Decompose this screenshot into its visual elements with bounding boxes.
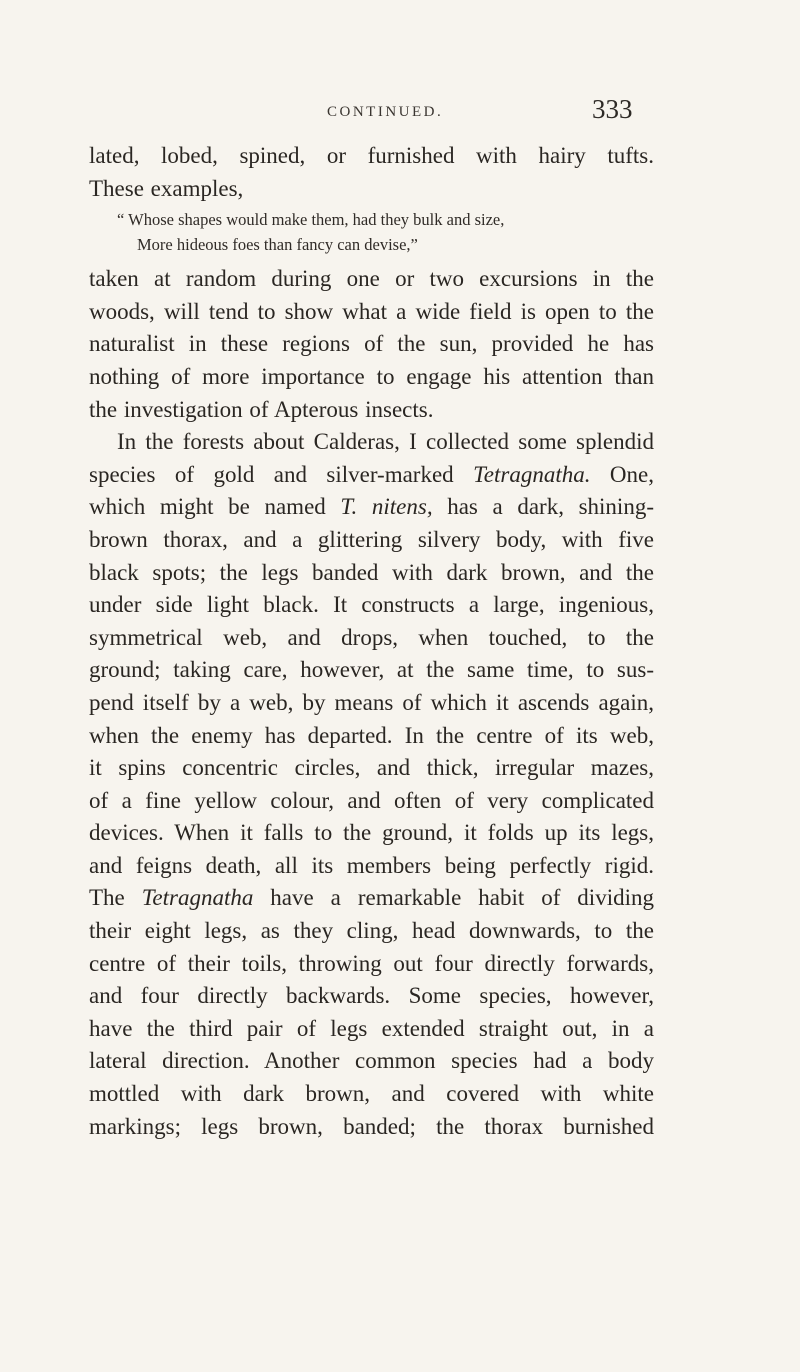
text-line: black spots; the legs banded with dark brown, and the [89,559,654,585]
verse-quote [89,207,654,257]
text-line [89,459,654,492]
text-line: under side light black. It constructs a large, ingenious, [89,592,654,618]
body-text [89,140,654,1143]
text-line: brown thorax, and a glittering silvery body, with five [89,526,654,552]
text-line: it spins concentric circles, and thick, irregular mazes, [89,755,654,781]
text-line: taken at random during one or two excursions in the [89,266,654,292]
text-line: lateral direction. Another common species had a body [89,1048,654,1074]
text-line: symmetrical web, and drops, when touched, to the [89,624,654,650]
text-line: These examples, [89,175,244,201]
text-line: when the enemy has departed. In the centre of its web, [89,722,654,748]
text-run: One, [590,461,654,487]
text-line: naturalist in these regions of the sun, provided he has [89,331,654,357]
text-line: and four directly backwards. Some species, however, [89,983,654,1009]
text-line: the investigation of Apterous insects. [89,396,434,422]
text-line: markings; legs brown, banded; the thorax burnished [89,1113,654,1139]
text-line: centre of their toils, throwing out four directly forwards, [89,950,654,976]
text-line: ground; taking care, however, at the same time, to sus- [89,657,654,683]
text-line: devices. When it falls to the ground, it folds up its legs, [89,820,654,846]
text-line: lated, lobed, spined, or furnished with hairy tufts. [89,143,654,168]
text-run: has a dark, shining- [432,494,654,520]
running-title: CONTINUED. [327,104,444,120]
page-number: 333 [592,94,633,124]
species-name: Tetragnatha [141,885,254,911]
text-line: pend itself by a web, by means of which it ascends again, [89,689,654,715]
quote-line: More hideous foes than fancy can devise,” [137,235,418,255]
text-line: of a fine yellow colour, and often of very complicated [89,787,654,813]
text-line: and feigns death, all its members being perfectly rigid. [89,852,654,878]
text-line: have the third pair of legs extended straight out, in a [89,1015,654,1041]
text-line: In the forests about Calderas, I collected some splendid [117,429,654,455]
text-line [89,882,654,915]
text-line: woods, will tend to show what a wide field is open to the [89,298,654,324]
text-line: mottled with dark brown, and covered with white [89,1081,654,1107]
text-run: have a remarkable habit of dividing [253,885,654,911]
quote-line: “ Whose shapes would make them, had they bulk and size, [117,210,505,230]
text-run: species of gold and silver-marked [89,461,474,487]
text-line [89,491,654,524]
text-run: which might be named [89,494,341,520]
text-run: The [89,885,142,911]
running-head [0,92,800,132]
species-name: Tetragnatha. [473,461,591,487]
text-line: nothing of more importance to engage his attention than [89,363,654,389]
species-name: T. nitens, [340,494,433,520]
text-line: their eight legs, as they cling, head downwards, to the [89,918,654,944]
